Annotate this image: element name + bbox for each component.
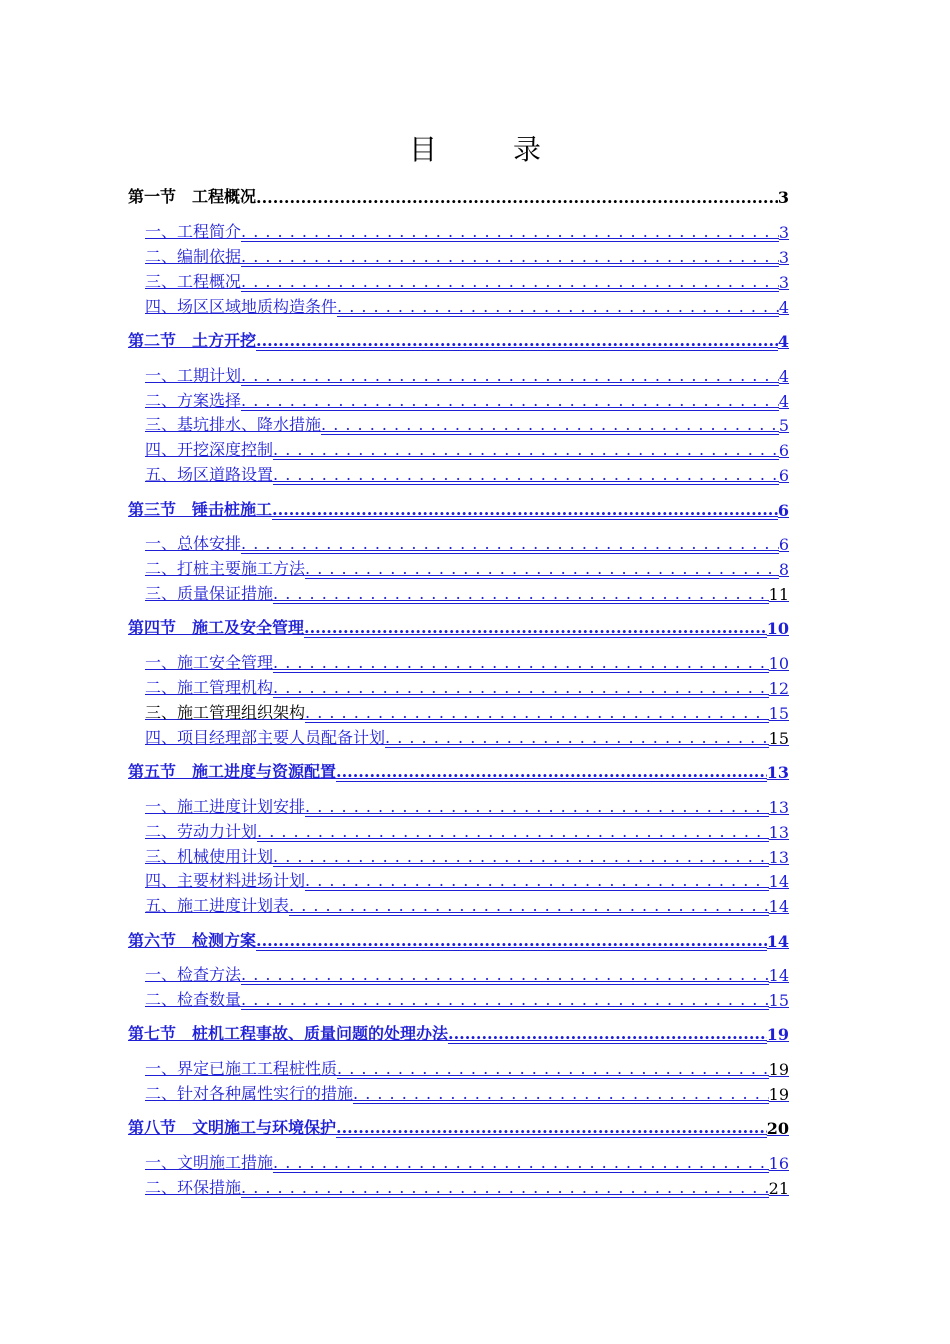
toc-entry-label: 第二节 土方开挖 — [128, 331, 257, 350]
toc-entry-label: 一、文明施工措施 — [145, 1153, 274, 1172]
toc-dot-leader — [273, 847, 769, 867]
toc-dot-leader — [257, 822, 769, 842]
toc-entry-label: 五、施工进度计划表 — [145, 896, 290, 915]
toc-subsection-entry[interactable] — [145, 726, 789, 748]
toc-dot-leader — [273, 440, 779, 460]
toc-title: 目 录 — [408, 133, 565, 166]
toc-entry-label: 三、基坑排水、降水措施 — [145, 415, 322, 434]
toc-dot-leader — [448, 1024, 767, 1044]
toc-page-number: 3 — [777, 188, 789, 207]
toc-dot-leader — [304, 618, 767, 638]
toc-page-number: 15 — [768, 991, 789, 1010]
toc-dot-leader — [273, 465, 779, 485]
toc-page-number: 14 — [768, 872, 789, 891]
toc-entry-label: 一、施工安全管理 — [145, 653, 274, 672]
toc-entry-label: 二、针对各种属性实行的措施 — [145, 1084, 354, 1103]
toc-page-number: 19 — [768, 1060, 789, 1079]
toc-entry-label: 一、界定已施工工程桩性质 — [145, 1059, 338, 1078]
toc-page-number: 4 — [778, 298, 789, 317]
toc-dot-leader — [241, 222, 779, 242]
toc-subsection-entry[interactable] — [145, 795, 789, 817]
toc-page-number: 10 — [766, 619, 789, 638]
toc-section-entry — [128, 185, 789, 207]
toc-dot-leader — [305, 559, 779, 579]
toc-page-number: 11 — [768, 585, 789, 604]
toc-entry-label: 一、工程简介 — [145, 222, 242, 241]
toc-entry-label: 第五节 施工进度与资源配置 — [128, 762, 337, 781]
toc-entry-label: 三、机械使用计划 — [145, 847, 274, 866]
toc-dot-leader — [241, 272, 779, 292]
toc-subsection-entry[interactable] — [145, 820, 789, 842]
toc-subsection-entry[interactable] — [145, 1057, 789, 1079]
toc-dot-leader — [305, 703, 769, 723]
toc-dot-leader — [256, 331, 778, 351]
toc-entry-label: 第三节 锤击桩施工 — [128, 500, 273, 519]
toc-entry-label: 一、检查方法 — [145, 965, 242, 984]
toc-subsection-entry[interactable] — [145, 245, 789, 267]
toc-entry-label: 四、场区区域地质构造条件 — [145, 297, 338, 316]
toc-page-number: 14 — [768, 897, 789, 916]
toc-page-number: 21 — [768, 1179, 789, 1198]
toc-dot-leader — [241, 247, 779, 267]
toc-entry-label: 二、环保措施 — [145, 1178, 242, 1197]
toc-page-number: 13 — [768, 823, 789, 842]
toc-page-number: 13 — [768, 798, 789, 817]
toc-subsection-entry[interactable] — [145, 389, 789, 411]
toc-page-number: 5 — [778, 416, 789, 435]
toc-page-number: 15 — [768, 704, 789, 723]
toc-page-number: 3 — [778, 223, 789, 242]
toc-dot-leader — [241, 990, 769, 1010]
toc-page-number: 15 — [768, 729, 789, 748]
toc-dot-leader — [321, 415, 779, 435]
toc-section-entry[interactable] — [128, 929, 789, 951]
toc-page-number: 8 — [778, 560, 789, 579]
toc-entry-label: 四、项目经理部主要人员配备计划 — [145, 728, 386, 747]
toc-dot-leader — [241, 965, 769, 985]
toc-entry-label: 二、打桩主要施工方法 — [145, 559, 306, 578]
toc-subsection-entry[interactable] — [145, 364, 789, 386]
toc-dot-leader — [273, 653, 769, 673]
toc-entry-label: 四、主要材料进场计划 — [145, 871, 306, 890]
toc-page-number: 4 — [778, 392, 789, 411]
toc-page-number: 12 — [768, 679, 789, 698]
toc-entry-label: 三、施工管理组织架构 — [145, 703, 306, 722]
toc-dot-leader — [336, 762, 767, 782]
toc-page-number: 13 — [766, 763, 789, 782]
toc-subsection-entry[interactable] — [145, 532, 789, 554]
toc-dot-leader — [305, 797, 769, 817]
toc-subsection-entry[interactable] — [145, 413, 789, 435]
toc-subsection-entry[interactable] — [145, 963, 789, 985]
toc-subsection-entry[interactable] — [145, 220, 789, 242]
toc-subsection-entry[interactable] — [145, 295, 789, 317]
toc-dot-leader — [273, 584, 769, 604]
toc-subsection-entry[interactable] — [145, 270, 789, 292]
toc-page-number: 4 — [778, 367, 789, 386]
toc-page-number: 10 — [768, 654, 789, 673]
toc-page-number: 14 — [768, 966, 789, 985]
toc-section-entry[interactable] — [128, 616, 789, 638]
toc-page-number: 3 — [778, 248, 789, 267]
toc-section-entry[interactable] — [128, 760, 789, 782]
toc-dot-leader — [241, 1178, 769, 1198]
toc-entry-label: 第四节 施工及安全管理 — [128, 618, 305, 637]
toc-entry-label: 一、工期计划 — [145, 366, 242, 385]
toc-entry-label: 五、场区道路设置 — [145, 465, 274, 484]
toc-dot-leader — [385, 728, 769, 748]
toc-entry-label: 二、方案选择 — [145, 391, 242, 410]
toc-subsection-entry[interactable] — [145, 582, 789, 604]
toc-dot-leader — [273, 678, 769, 698]
toc-entry-label: 第一节 工程概况 — [128, 187, 257, 206]
toc-dot-leader — [256, 188, 778, 207]
toc-dot-leader — [273, 1153, 769, 1173]
toc-page-number: 13 — [768, 848, 789, 867]
toc-subsection-entry[interactable] — [145, 463, 789, 485]
toc-entry-label: 四、开挖深度控制 — [145, 440, 274, 459]
toc-entry-label: 二、施工管理机构 — [145, 678, 274, 697]
toc-section-entry[interactable] — [128, 329, 789, 351]
toc-dot-leader — [272, 500, 778, 520]
toc-subsection-entry[interactable] — [145, 894, 789, 916]
toc-page-number: 16 — [768, 1154, 789, 1173]
toc-page-number: 19 — [766, 1025, 789, 1044]
toc-page-number: 6 — [778, 441, 789, 460]
toc-subsection-entry[interactable] — [145, 557, 789, 579]
toc-dot-leader — [289, 896, 769, 916]
toc-page-number: 6 — [778, 466, 789, 485]
toc-entry-label: 二、劳动力计划 — [145, 822, 258, 841]
toc-entry-label: 第六节 检测方案 — [128, 931, 257, 950]
toc-subsection-entry[interactable] — [145, 1151, 789, 1173]
toc-entry-label: 二、检查数量 — [145, 990, 242, 1009]
toc-dot-leader — [256, 931, 767, 951]
toc-dot-leader — [337, 297, 779, 317]
toc-entry-label: 三、质量保证措施 — [145, 584, 274, 603]
toc-section-entry[interactable] — [128, 498, 789, 520]
toc-section-entry[interactable] — [128, 1116, 789, 1138]
toc-page-number: 6 — [777, 501, 789, 520]
toc-section-entry[interactable] — [128, 1022, 789, 1044]
toc-dot-leader — [337, 1059, 769, 1079]
toc-entry-label: 一、总体安排 — [145, 534, 242, 553]
toc-subsection-entry[interactable] — [145, 438, 789, 460]
toc-entry-label: 第八节 文明施工与环境保护 — [128, 1118, 337, 1137]
toc-page-number: 20 — [766, 1119, 789, 1138]
toc-entry-label: 三、工程概况 — [145, 272, 242, 291]
toc-page-number: 6 — [778, 535, 789, 554]
toc-dot-leader — [241, 366, 779, 386]
toc-dot-leader — [353, 1084, 769, 1104]
toc-subsection-entry[interactable] — [145, 701, 789, 723]
toc-entry-label: 第七节 桩机工程事故、质量问题的处理办法 — [128, 1024, 449, 1043]
toc-subsection-entry[interactable] — [145, 1176, 789, 1198]
toc-subsection-entry[interactable] — [145, 651, 789, 673]
toc-subsection-entry[interactable] — [145, 869, 789, 891]
toc-subsection-entry[interactable] — [145, 988, 789, 1010]
toc-entry-label: 二、编制依据 — [145, 247, 242, 266]
toc-dot-leader — [305, 871, 769, 891]
toc-subsection-entry[interactable] — [145, 1082, 789, 1104]
toc-page-number: 14 — [766, 932, 789, 951]
toc-entry-label: 一、施工进度计划安排 — [145, 797, 306, 816]
toc-dot-leader — [241, 391, 779, 411]
toc-subsection-entry[interactable] — [145, 845, 789, 867]
toc-dot-leader — [241, 534, 779, 554]
toc-dot-leader — [336, 1118, 767, 1138]
toc-page-number: 19 — [768, 1085, 789, 1104]
toc-page-number: 4 — [777, 332, 789, 351]
toc-subsection-entry[interactable] — [145, 676, 789, 698]
toc-page-number: 3 — [778, 273, 789, 292]
